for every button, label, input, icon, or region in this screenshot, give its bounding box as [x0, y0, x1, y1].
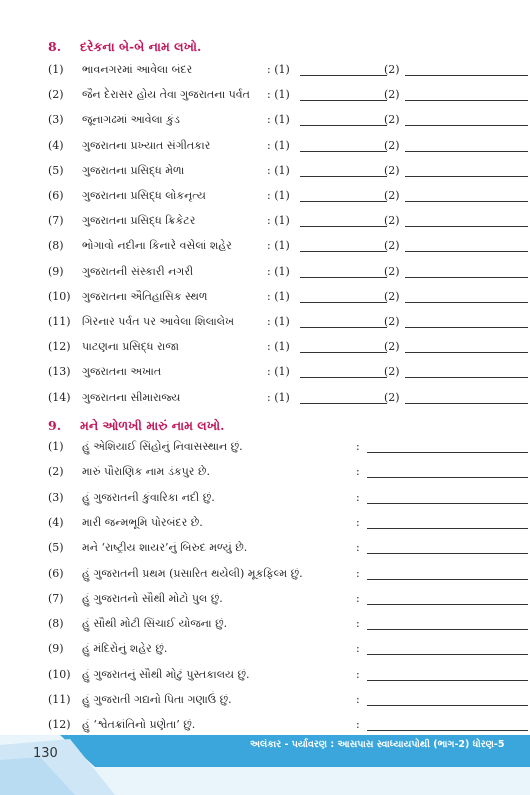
item-question: જૈન દેરાસર હોય તેવા ગુજરાતના પર્વત	[82, 88, 250, 102]
item-number: (2)	[48, 465, 64, 479]
item-number: (1)	[48, 63, 64, 76]
item-number: (4)	[48, 138, 64, 152]
answer-blank[interactable]	[367, 528, 528, 529]
answer-1-blank[interactable]	[300, 327, 387, 328]
answer-1-blank[interactable]	[300, 100, 387, 101]
answer-2-blank[interactable]	[405, 251, 528, 252]
item-number: (9)	[48, 264, 64, 278]
answer-2-label: (2)	[384, 113, 400, 127]
answer-1-label: : (1)	[267, 214, 290, 228]
answer-1-blank[interactable]	[300, 176, 387, 177]
section-8-title: દરેકના બે-બે નામ લખો.	[80, 39, 202, 54]
answer-1-label: : (1)	[267, 264, 290, 278]
item-question: હું એશિયાઈ સિંહોનું નિવાસસ્થાન છું.	[82, 440, 243, 453]
answer-colon: :	[356, 591, 360, 605]
item-number: (4)	[48, 515, 64, 529]
page-number: 130	[33, 746, 58, 761]
item-question: હું ગુજરાતનો સૌથી મોટો પુલ છું.	[82, 591, 223, 605]
answer-2-blank[interactable]	[405, 176, 528, 177]
item-question: ગુજરાતના સીમારાજ્ય	[82, 390, 181, 404]
item-number: (6)	[48, 189, 64, 202]
answer-blank[interactable]	[367, 680, 528, 681]
answer-blank[interactable]	[367, 730, 528, 731]
answer-1-label: : (1)	[267, 315, 290, 328]
item-number: (9)	[48, 642, 64, 656]
answer-2-label: (2)	[384, 138, 400, 152]
answer-colon: :	[356, 440, 360, 453]
item-number: (8)	[48, 617, 64, 631]
item-question: ગુજરાતના અખાત	[82, 365, 162, 379]
item-number: (2)	[48, 88, 64, 102]
section-9-heading	[48, 418, 225, 434]
answer-2-blank[interactable]	[405, 403, 528, 404]
item-question: હું ગુજરાતની કુંવારિકા નદી છું.	[82, 490, 215, 504]
item-question: જૂનાગઢમાં આવેલા કુંડ	[82, 113, 180, 127]
answer-2-blank[interactable]	[405, 327, 528, 328]
answer-1-blank[interactable]	[300, 277, 387, 278]
footer-book-title: અલંકાર - પર્યાવરણ : આસપાસ સ્વાધ્યાયપોથી (ભાગ-2) ધોરણ-5	[250, 739, 505, 750]
section-8-heading	[48, 39, 201, 55]
answer-2-blank[interactable]	[405, 302, 528, 303]
answer-2-blank[interactable]	[405, 100, 528, 101]
item-number: (3)	[48, 113, 64, 127]
item-question: ભાવનગરમાં આવેલા બંદર	[82, 63, 193, 76]
item-question: ગુજરાતના ઐતિહાસિક સ્થળ	[82, 289, 208, 303]
answer-2-blank[interactable]	[405, 352, 528, 353]
answer-blank[interactable]	[367, 604, 528, 605]
answer-1-label: : (1)	[267, 88, 290, 102]
item-number: (5)	[48, 541, 64, 555]
answer-2-label: (2)	[384, 88, 400, 102]
answer-blank[interactable]	[367, 654, 528, 655]
answer-blank[interactable]	[367, 477, 528, 478]
item-number: (7)	[48, 591, 64, 605]
item-number: (3)	[48, 490, 64, 504]
answer-colon: :	[356, 541, 360, 555]
answer-2-label: (2)	[384, 239, 400, 253]
section-8-number: 8.	[48, 39, 62, 54]
item-question: પાટણના પ્રસિદ્ધ રાજા	[82, 340, 179, 354]
answer-1-blank[interactable]	[300, 377, 387, 378]
answer-2-blank[interactable]	[405, 377, 528, 378]
answer-blank[interactable]	[367, 705, 528, 706]
section-9-number: 9.	[48, 418, 62, 433]
answer-1-blank[interactable]	[300, 302, 387, 303]
answer-blank[interactable]	[367, 629, 528, 630]
answer-1-blank[interactable]	[300, 352, 387, 353]
item-question: હું મંદિરોનું શહેર છું.	[82, 642, 168, 656]
answer-1-blank[interactable]	[300, 125, 387, 126]
item-question: હું ‘શ્વેતક્રાંતિનો પ્રણેતા’ છું.	[82, 718, 196, 732]
item-question: મને ‘રાષ્ટ્રીય શાયર’નું બિરુદ મળ્યું છે.	[82, 541, 248, 555]
answer-1-label: : (1)	[267, 63, 290, 76]
answer-2-label: (2)	[384, 289, 400, 303]
answer-2-blank[interactable]	[405, 226, 528, 227]
item-question: ગુજરાતના પ્રસિદ્ધ ક્રિકેટર	[82, 214, 196, 228]
item-number: (11)	[48, 693, 71, 706]
answer-colon: :	[356, 617, 360, 631]
answer-colon: :	[356, 718, 360, 732]
answer-1-blank[interactable]	[300, 201, 387, 202]
answer-2-blank[interactable]	[405, 125, 528, 126]
answer-2-blank[interactable]	[405, 277, 528, 278]
answer-2-label: (2)	[384, 63, 400, 76]
answer-2-label: (2)	[384, 315, 400, 328]
answer-colon: :	[356, 693, 360, 706]
item-question: ગુજરાતના પ્રસિદ્ધ લોકનૃત્ય	[82, 189, 206, 202]
answer-2-label: (2)	[384, 390, 400, 404]
item-number: (12)	[48, 718, 71, 732]
answer-1-blank[interactable]	[300, 226, 387, 227]
answer-1-label: : (1)	[267, 239, 290, 253]
item-number: (10)	[48, 289, 71, 303]
answer-colon: :	[356, 642, 360, 656]
section-9-title: મને ઓળખી મારું નામ લખો.	[80, 418, 225, 433]
answer-2-label: (2)	[384, 163, 400, 177]
item-question: હું ગુજરાતી ગદ્યનો પિતા ગણાઉં છું.	[82, 693, 232, 706]
answer-2-label: (2)	[384, 189, 400, 202]
answer-colon: :	[356, 515, 360, 529]
item-question: ભોગાવો નદીના કિનારે વસેલાં શહેર	[82, 239, 232, 253]
item-question: ગુજરાતની સંસ્કારી નગરી	[82, 264, 194, 278]
item-question: ગુજરાતના પ્રસિદ્ધ મેળા	[82, 163, 185, 177]
answer-1-label: : (1)	[267, 189, 290, 202]
answer-1-label: : (1)	[267, 163, 290, 177]
answer-1-blank[interactable]	[300, 75, 387, 76]
item-number: (13)	[48, 365, 71, 379]
item-number: (14)	[48, 390, 71, 404]
answer-1-label: : (1)	[267, 365, 290, 379]
answer-blank[interactable]	[367, 553, 528, 554]
answer-colon: :	[356, 566, 360, 580]
answer-1-label: : (1)	[267, 113, 290, 127]
answer-blank[interactable]	[367, 503, 528, 504]
item-question: હું સૌથી મોટી સિંચાઈ યોજના છું.	[82, 617, 228, 631]
answer-blank[interactable]	[367, 579, 528, 580]
answer-2-blank[interactable]	[405, 75, 528, 76]
item-number: (7)	[48, 214, 64, 228]
answer-1-label: : (1)	[267, 289, 290, 303]
answer-colon: :	[356, 667, 360, 681]
answer-2-blank[interactable]	[405, 151, 528, 152]
answer-1-blank[interactable]	[300, 251, 387, 252]
item-question: ગુજરાતના પ્રખ્યાત સંગીતકાર	[82, 138, 211, 152]
answer-colon: :	[356, 465, 360, 479]
item-question: મારું પૌરાણિક નામ ડંકપુર છે.	[82, 465, 210, 479]
item-number: (10)	[48, 667, 71, 681]
answer-colon: :	[356, 490, 360, 504]
item-question: મારી જન્મભૂમિ પોરબંદર છે.	[82, 515, 203, 529]
answer-blank[interactable]	[367, 452, 528, 453]
item-question: હું ગુજરાતનું સૌથી મોટું પુસ્તકાલય છું.	[82, 667, 250, 681]
answer-1-label: : (1)	[267, 138, 290, 152]
item-number: (1)	[48, 440, 64, 453]
answer-2-blank[interactable]	[405, 201, 528, 202]
item-question: હું ગુજરાતની પ્રથમ (પ્રસારિત થયેલી) મૂકફિલ્મ છું.	[82, 566, 303, 580]
item-number: (12)	[48, 340, 71, 354]
answer-2-label: (2)	[384, 264, 400, 278]
item-number: (8)	[48, 239, 64, 253]
answer-2-label: (2)	[384, 340, 400, 354]
item-number: (11)	[48, 315, 71, 328]
item-number: (5)	[48, 163, 64, 177]
answer-1-label: : (1)	[267, 390, 290, 404]
item-number: (6)	[48, 566, 64, 580]
item-question: ગિરનાર પર્વત પર આવેલા શિલાલેખ	[82, 315, 235, 328]
answer-2-label: (2)	[384, 365, 400, 379]
answer-1-blank[interactable]	[300, 403, 387, 404]
answer-2-label: (2)	[384, 214, 400, 228]
answer-1-blank[interactable]	[300, 151, 387, 152]
answer-1-label: : (1)	[267, 340, 290, 354]
